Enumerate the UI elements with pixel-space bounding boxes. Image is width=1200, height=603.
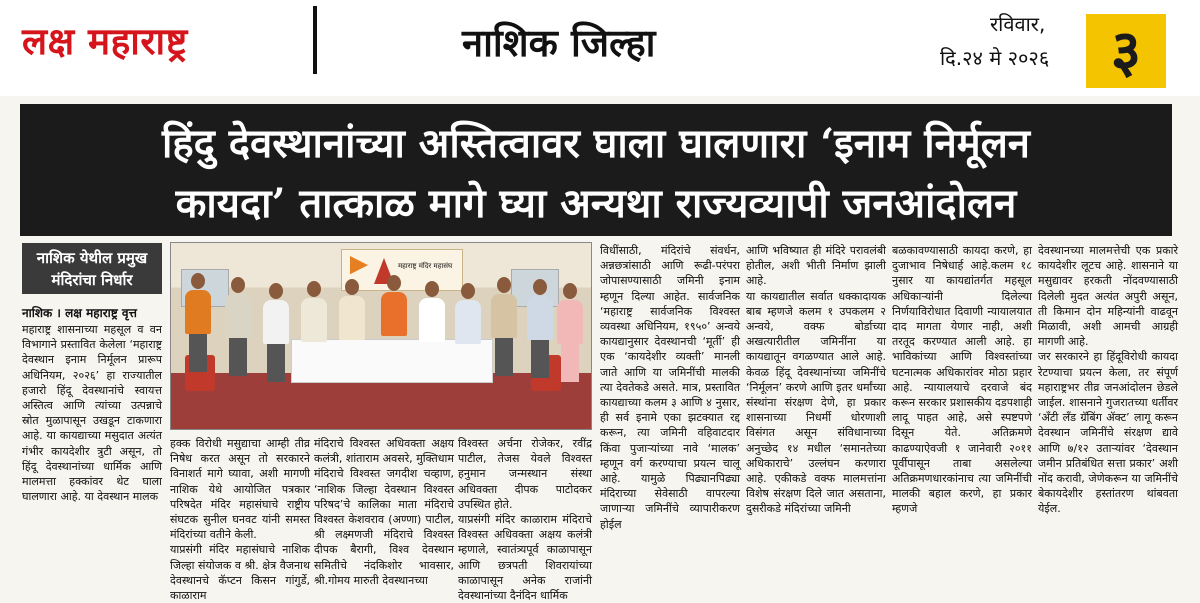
section-title: नाशिक जिल्हा <box>462 21 656 65</box>
kicker-line-1: नाशिक येथील प्रमुख <box>36 249 148 267</box>
article-column-3: मंदिराचे विश्वस्त अधिवक्ता अक्षय कलंत्री, शांताराम अवसरे, मुक्तिधाम मंदिराचे विश्वस्त जगदीश चव्हाण, ‘नाशिक जिल्हा देवस्थान विश्वस्त परिषद’चे कालिका माता मंदिराचे विश्वस्त केशवराव (अण्णा) पाटील, श्री लक्ष्मणजी मंदिराचे विश्वस्त दीपक बैरागी, विश्व देवस्थान समितीचे नंदकिशोर भावसार, श्री.गोमय मारुती देवस्थानच्या <box>314 437 454 587</box>
newspaper-brand: लक्ष महाराष्ट्र <box>22 20 188 63</box>
person <box>301 281 327 342</box>
kicker-line-2: मंदिरांचा निर्धार <box>51 271 133 289</box>
article-column-2: हक्क विरोधी मसुद्याचा आम्ही तीव्र निषेध करत असून तो सरकारने विनाशर्त मागे घ्यावा, अशी मागणी नाशिक येथे आयोजित पत्रकार परिषदेत मंदिर महासंघाचे राष्ट्रीय संघटक सुनील घनवट यांनी समस्त मंदिरांच्या वतीने केली. याप्रसंगी मंदिर महासंघाचे नाशिक जिल्हा संयोजक व श्री. क्षेत्र वैजनाथ देवस्थानचे कॅप्टन किसन गांगुर्डे, काळाराम <box>170 437 310 603</box>
article-column-6: आणि भविष्यात ही मंदिरे परावलंबी होतील, अशी भीती निर्माण झाली आहे. या कायद्यातील सर्वात धक्कादायक बाब म्हणजे कलम १ उपकलम २ अन्वये, वक्फ बोर्डाच्या अखत्यारीतील जमिनींना या कायद्यातून वगळण्यात आले आहे. केवळ हिंदू देवस्थानांच्या जमिनींचे ‘निर्मूलन’ करणे आणि इतर धर्मांच्या संस्थांना संरक्षण देणे, हा प्रकार शासनाच्या निधर्मी धोरणाशी विसंगत असून संविधानाच्या अनुच्छेद १४ मधील ‘समानतेच्या अधिकाराचे’ उल्लंघन करणारा आहे. एकीकडे वक्फ मालमत्तांना विशेष संरक्षण दिले जात असताना, दुसरीकडे मंदिरांच्या जमिनी <box>746 244 886 516</box>
person <box>527 279 553 378</box>
issue-day: रविवार, <box>990 12 1046 36</box>
kicker-box <box>22 243 162 294</box>
person <box>381 275 407 336</box>
person <box>339 279 365 340</box>
headline-line-1: हिंदु देवस्थानांच्या अस्तित्वावर घाला घालणारा ‘इनाम निर्मूलन <box>161 120 1031 167</box>
person <box>185 273 211 372</box>
article-column-5: विधींसाठी, मंदिरांचे संवर्धन, अन्नछत्रांसाठी आणि रूढी-परंपरा जोपासण्यासाठी जमिनी इनाम म्हणून दिल्या आहेत. सार्वजनिक ‘महाराष्ट्र सार्वजनिक विश्वस्त व्यवस्था अधिनियम, १९५०’ अन्वये कायद्यानुसार देवस्थानची ‘मूर्ती’ ही एक ‘कायदेशीर व्यक्ती’ मानली जाते आणि या जमिनींची मालकी त्या देवतेकडे असते. मात्र, प्रस्तावित कायद्याच्या कलम ३ आणि ४ नुसार, ही सर्व इनामे एका झटक्यात रद्द करून, त्या जमिनी वहिवाटदार किंवा पुजाऱ्यांच्या नावे ‘मालक’ म्हणून वर्ग करण्याचा प्रयत्न चालू आहे. यामुळे पिढ्यानपिढ्या मंदिराच्या सेवेसाठी वापरल्या जाणाऱ्या जमिनींचे व्यापारीकरण होईल <box>600 244 740 531</box>
press-conference-photo <box>170 242 592 430</box>
person <box>557 283 583 382</box>
conference-table <box>291 339 493 383</box>
issue-date: दि.२४ मे २०२६ <box>940 46 1050 70</box>
article-column-8: देवस्थानच्या मालमत्तेची एक प्रकारे कायदेशीर लूटच आहे. शासनाने या मसुद्यावर हरकती नोंदवण्यासाठी दिलेली मुदत अत्यंत अपुरी असून, ती किमान दोन महिन्यांनी वाढवून मिळावी, अशी आमची आग्रही मागणी आहे. जर सरकारने हा हिंदूविरोधी कायदा रेटण्याचा प्रयत्न केला, तर संपूर्ण महाराष्ट्रभर तीव्र जनआंदोलन छेडले जाईल. शासनाने गुजरातच्या धर्तीवर ‘अँटी लँड ग्रॅबिंग ॲक्ट’ लागू करून देवस्थान जमिनींचे संरक्षण द्यावे आणि ७/१२ उताऱ्यांवर ‘देवस्थान जमीन प्रतिबंधित सत्ता प्रकार’ अशी नोंद करावी, जेणेकरून या जमिनींचे बेकायदेशीर हस्तांतरण थांबवता येईल. <box>1038 244 1178 516</box>
headline-line-2: कायदा’ तात्काळ मागे घ्या अन्यथा राज्यव्यापी जनआंदोलन <box>175 180 1017 227</box>
page-number-badge: ३ <box>1086 14 1166 88</box>
person <box>419 281 445 342</box>
dateline: नाशिक । लक्ष महाराष्ट्र वृत्त <box>22 306 137 320</box>
article-column-7: बळकावण्यासाठी कायदा करणे, हा दुजाभाव निषेधार्ह आहे.कलम १८ नुसार या कायद्यांतर्गत महसूल अधिकाऱ्यांनी दिलेल्या निर्णयाविरोधात दिवाणी न्यायालयात दाद मागता येणार नाही, अशी तरतूद करण्यात आली आहे. हा भाविकांच्या आणि विश्वस्तांच्या घटनात्मक अधिकारांवर मोठा प्रहार आहे. न्यायालयाचे दरवाजे बंद करून सरकार प्रशासकीय दडपशाही लादू पाहत आहे, असे स्पष्टपणे दिसून येते. अतिक्रमणे काढण्याऐवजी १ जानेवारी २०११ पूर्वीपासून ताबा असलेल्या अतिक्रमणधारकांनाच त्या जमिनींची मालकी बहाल करणे, हा प्रकार म्हणजे <box>892 244 1033 516</box>
person <box>455 283 481 344</box>
masthead <box>0 0 1200 96</box>
person <box>225 277 251 376</box>
headline-banner <box>20 104 1172 236</box>
person <box>491 277 517 376</box>
article-column-4: विश्वस्त अर्चना रोजेकर, रवींद्र पाटील, तेजस येवले विश्वस्त हनुमान जन्मस्थान संस्था अधिवक्ता दीपक पाटोदकर उपस्थित होते. याप्रसंगी मंदिर काळाराम मंदिराचे विश्वस्त अधिवक्ता अक्षय कलंत्री म्हणाले, स्वातंत्र्यपूर्व काळापासून आणि छत्रपती शिवरायांच्या काळापासून अनेक राजांनी देवस्थानांच्या दैनंदिन धार्मिक <box>458 437 592 603</box>
masthead-divider <box>313 6 317 74</box>
photo-banner-text: महाराष्ट्र मंदिर महासंघ <box>398 262 453 270</box>
article-column-1: महाराष्ट्र शासनाच्या महसूल व वन विभागाने प्रस्तावित केलेला ‘महाराष्ट्र देवस्थान इनाम निर्मूलन प्रारूप अधिनियम, २०२६’ हा राज्यातील हजारो हिंदू देवस्थानांचे स्वायत्त अस्तित्व आणि त्यांच्या उत्पन्नाचे स्रोत मुळापासून उखडून टाकणारा आहे. या कायद्याच्या मसुदात अत्यंत गंभीर कायदेशीर त्रुटी असून, तो हिंदू देवस्थानांच्या धार्मिक आणि मालमत्ता हक्कांवर थेट घाला घालणारा आहे. या देवस्थान मालक <box>22 323 162 504</box>
person <box>263 283 289 382</box>
